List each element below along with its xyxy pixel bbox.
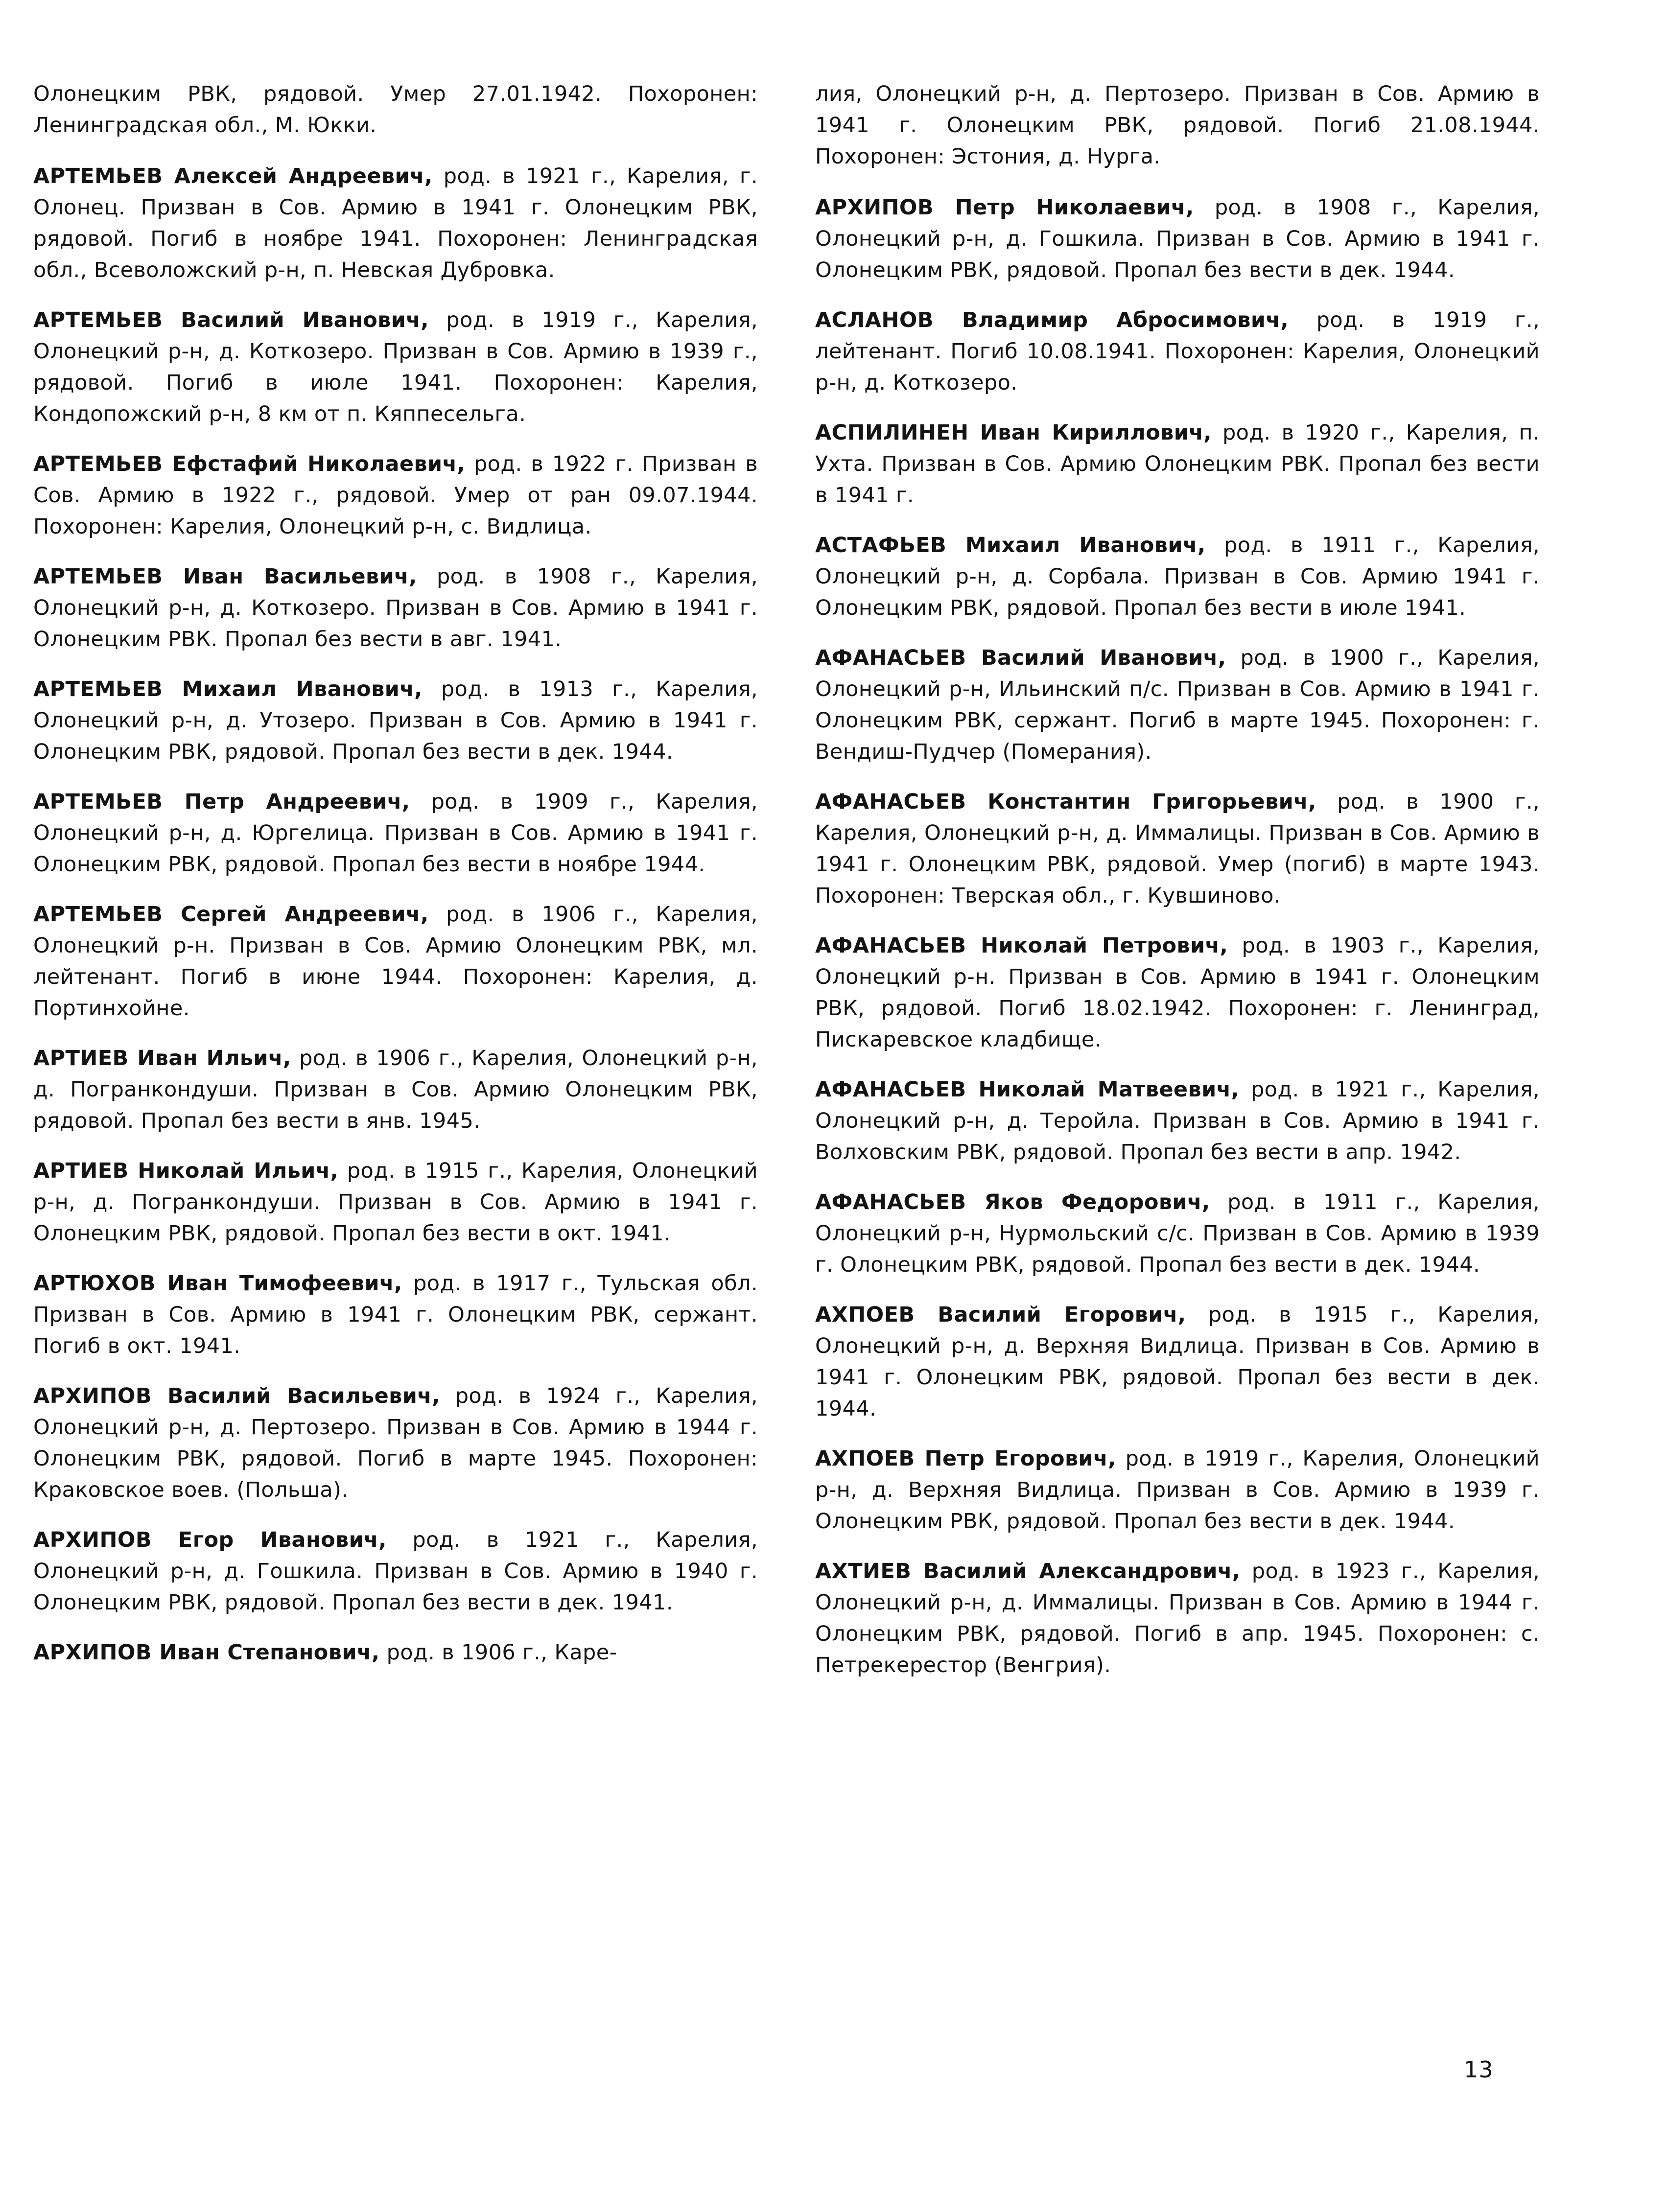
entry-name: АРТЕМЬЕВ Иван Васильевич, — [33, 564, 417, 589]
list-entry — [33, 561, 758, 655]
entry-text: род. в 1906 г., Карелия, Олонецкий р-н. Призван в Сов. Армию Олонецким РВК, мл. лейтенант. Погиб в июне 1944. Похоронен: Карелия, д. Портинхойне. — [33, 902, 758, 1021]
list-entry — [815, 1299, 1540, 1424]
entry-text: род. в 1911 г., Карелия, Олонецкий р-н, д. Сорбала. Призван в Сов. Армию 1941 г. Олонецким РВК, рядовой. Пропал без вести в июле 1941. — [815, 533, 1540, 620]
entry-text: род. в 1919 г., Карелия, Олонецкий р-н, д. Верхняя Видлица. Призван в Сов. Армию в 1939 г. Олонецким РВК, рядовой. Пропал без вести в дек. 1944. — [815, 1446, 1540, 1534]
continued-entry: Олонецким РВК, рядовой. Умер 27.01.1942. Похоронен: Ленинградская обл., М. Юкки. — [33, 82, 758, 138]
entry-name: АХПОЕВ Петр Егорович, — [815, 1446, 1116, 1471]
entry-name: АРХИПОВ Петр Николаевич, — [815, 195, 1194, 220]
entry-name: АРТЕМЬЕВ Петр Андреевич, — [33, 790, 410, 814]
list-entry — [815, 786, 1540, 911]
entry-name: АХПОЕВ Василий Егорович, — [815, 1303, 1186, 1327]
list-entry — [815, 1074, 1540, 1168]
list-entry — [815, 417, 1540, 511]
entry-name: АФАНАСЬЕВ Николай Матвеевич, — [815, 1077, 1240, 1102]
list-entry — [33, 674, 758, 768]
entry-text: род. в 1920 г., Карелия, п. Ухта. Призван в Сов. Армию Олонецким РВК. Пропал без вести в 1941 г. — [815, 420, 1540, 508]
entry-text: род. в 1922 г. Призван в Сов. Армию в 1922 г., рядовой. Умер от ран 09.07.1944. Похоронен: Карелия, Олонецкий р-н, с. Видлица. — [33, 452, 758, 539]
entry-name: АФАНАСЬЕВ Яков Федорович, — [815, 1190, 1210, 1214]
entry-name: АФАНАСЬЕВ Василий Иванович, — [815, 646, 1226, 670]
list-entry — [33, 1524, 758, 1618]
entry-text: род. в 1908 г., Карелия, Олонецкий р-н, д. Коткозеро. Призван в Сов. Армию в 1941 г. Олонецким РВК. Пропал без вести в авг. 1941. — [33, 564, 758, 652]
list-entry — [815, 1443, 1540, 1537]
entry-text: род. в 1913 г., Карелия, Олонецкий р-н, д. Утозеро. Призван в Сов. Армию в 1941 г. Олонецким РВК, рядовой. Пропал без вести в дек. 1944. — [33, 677, 758, 764]
list-entry — [33, 448, 758, 542]
entry-name: АРХИПОВ Егор Иванович, — [33, 1528, 387, 1552]
entry-name: АСТАФЬЕВ Михаил Иванович, — [815, 533, 1206, 558]
entry-name: АРТЕМЬЕВ Ефстафий Николаевич, — [33, 452, 466, 476]
list-entry — [33, 786, 758, 880]
entry-name: АРТЕМЬЕВ Алексей Андреевич, — [33, 164, 433, 188]
entry-name: АРТЕМЬЕВ Сергей Андреевич, — [33, 902, 429, 927]
entry-name: АСЛАНОВ Владимир Абросимович, — [815, 308, 1289, 332]
list-entry — [815, 192, 1540, 286]
entry-text: род. в 1900 г., Карелия, Олонецкий р-н, Ильинский п/с. Призван в Сов. Армию в 1941 г. Олонецким РВК, сержант. Погиб в марте 1945. Похоронен: г. Вендиш-Пудчер (Померания). — [815, 646, 1540, 764]
list-entry — [33, 1268, 758, 1362]
list-entry — [815, 530, 1540, 624]
entry-text: род. в 1919 г., Карелия, Олонецкий р-н, д. Коткозеро. Призван в Сов. Армию в 1939 г., рядовой. Погиб в июле 1941. Похоронен: Карелия, Кондопожский р-н, 8 км от п. Кяппесельга. — [33, 308, 758, 426]
entry-text: род. в 1903 г., Карелия, Олонецкий р-н. Призван в Сов. Армию в 1941 г. Олонецким РВК, рядовой. Погиб 18.02.1942. Похоронен: г. Ленинград, Пискаревское кладбище. — [815, 933, 1540, 1052]
continued-entry: лия, Олонецкий р-н, д. Пертозеро. Призван в Сов. Армию в 1941 г. Олонецким РВК, рядовой. Погиб 21.08.1944. Похоронен: Эстония, д. Нурга. — [815, 82, 1540, 169]
entry-name: АФАНАСЬЕВ Константин Григорьевич, — [815, 790, 1316, 814]
entry-text: род. в 1911 г., Карелия, Олонецкий р-н, Нурмольский с/с. Призван в Сов. Армию в 1939 г. Олонецким РВК, рядовой. Пропал без вести в дек. 1944. — [815, 1190, 1540, 1277]
list-entry — [33, 1637, 758, 1668]
list-entry — [815, 930, 1540, 1055]
list-entry — [815, 1187, 1540, 1281]
entry-name: АРТИЕВ Николай Ильич, — [33, 1159, 339, 1183]
entry-text: род. в 1908 г., Карелия, Олонецкий р-н, д. Гошкила. Призван в Сов. Армию в 1941 г. Олонецким РВК, рядовой. Пропал без вести в дек. 1944. — [815, 195, 1540, 282]
page-number: 13 — [1464, 2056, 1494, 2083]
entry-text: род. в 1921 г., Карелия, Олонецкий р-н, д. Гошкила. Призван в Сов. Армию в 1940 г. Олонецким РВК, рядовой. Пропал без вести в дек. 1941. — [33, 1528, 758, 1615]
entry-name: АРХИПОВ Иван Степанович, — [33, 1640, 380, 1665]
entry-name: АРТЕМЬЕВ Михаил Иванович, — [33, 677, 423, 701]
list-entry — [33, 161, 758, 286]
entry-text: род. в 1921 г., Карелия, г. Олонец. Призван в Сов. Армию в 1941 г. Олонецким РВК, рядовой. Погиб в ноябре 1941. Похоронен: Ленинградская обл., Всеволожский р-н, п. Невская Дубровка. — [33, 164, 758, 282]
entry-text: род. в 1909 г., Карелия, Олонецкий р-н, д. Юргелица. Призван в Сов. Армию в 1941 г. Олонецким РВК, рядовой. Пропал без вести в ноябре 1944. — [33, 790, 758, 877]
entry-name: АРТЕМЬЕВ Василий Иванович, — [33, 308, 429, 332]
entry-name: АРХИПОВ Василий Васильевич, — [33, 1384, 440, 1408]
list-entry — [33, 1155, 758, 1249]
entry-text: род. в 1923 г., Карелия, Олонецкий р-н, д. Иммалицы. Призван в Сов. Армию в 1944 г. Олонецким РВК, рядовой. Погиб в апр. 1945. Похоронен: с. Петрекерестор (Венгрия). — [815, 1559, 1540, 1677]
list-entry — [815, 1556, 1540, 1681]
list-entry — [33, 1380, 758, 1506]
list-entry — [815, 304, 1540, 398]
entry-text: род. в 1906 г., Каре- — [379, 1640, 617, 1665]
left-column — [33, 78, 758, 1687]
right-column — [815, 78, 1540, 1700]
entry-name: АРТИЕВ Иван Ильич, — [33, 1046, 291, 1071]
entry-text: род. в 1919 г., лейтенант. Погиб 10.08.1941. Похоронен: Карелия, Олонецкий р-н, д. Коткозеро. — [815, 308, 1540, 395]
entry-text: род. в 1924 г., Карелия, Олонецкий р-н, д. Пертозеро. Призван в Сов. Армию в 1944 г. Олонецким РВК, рядовой. Погиб в марте 1945. Похоронен: Краковское воев. (Польша). — [33, 1384, 758, 1502]
entry-name: АФАНАСЬЕВ Николай Петрович, — [815, 933, 1228, 958]
list-entry — [815, 642, 1540, 768]
entry-name: АХТИЕВ Василий Александрович, — [815, 1559, 1241, 1583]
entry-text: род. в 1915 г., Карелия, Олонецкий р-н, д. Погранкондуши. Призван в Сов. Армию в 1941 г. Олонецким РВК, рядовой. Пропал без вести в окт. 1941. — [33, 1159, 758, 1246]
entry-text: род. в 1921 г., Карелия, Олонецкий р-н, д. Теройла. Призван в Сов. Армию в 1941 г. Волховским РВК, рядовой. Пропал без вести в апр. 1942. — [815, 1077, 1540, 1164]
list-entry — [33, 1043, 758, 1137]
list-entry — [33, 899, 758, 1024]
entry-text: род. в 1917 г., Тульская обл. Призван в Сов. Армию в 1941 г. Олонецким РВК, сержант. Погиб в окт. 1941. — [33, 1271, 758, 1358]
entry-name: АРТЮХОВ Иван Тимофеевич, — [33, 1271, 402, 1296]
entry-text: род. в 1915 г., Карелия, Олонецкий р-н, д. Верхняя Видлица. Призван в Сов. Армию в 1941 г. Олонецким РВК, рядовой. Пропал без вести в дек. 1944. — [815, 1303, 1540, 1421]
entry-name: АСПИЛИНЕН Иван Кириллович, — [815, 420, 1212, 445]
list-entry — [33, 304, 758, 430]
entry-text: род. в 1906 г., Карелия, Олонецкий р-н, д. Погранкондуши. Призван в Сов. Армию Олонецким РВК, рядовой. Пропал без вести в янв. 1945. — [33, 1046, 758, 1133]
entry-text: род. в 1900 г., Карелия, Олонецкий р-н, д. Иммалицы. Призван в Сов. Армию в 1941 г. Олонецким РВК, рядовой. Умер (погиб) в марте 1943. Похоронен: Тверская обл., г. Кувшиново. — [815, 790, 1540, 908]
